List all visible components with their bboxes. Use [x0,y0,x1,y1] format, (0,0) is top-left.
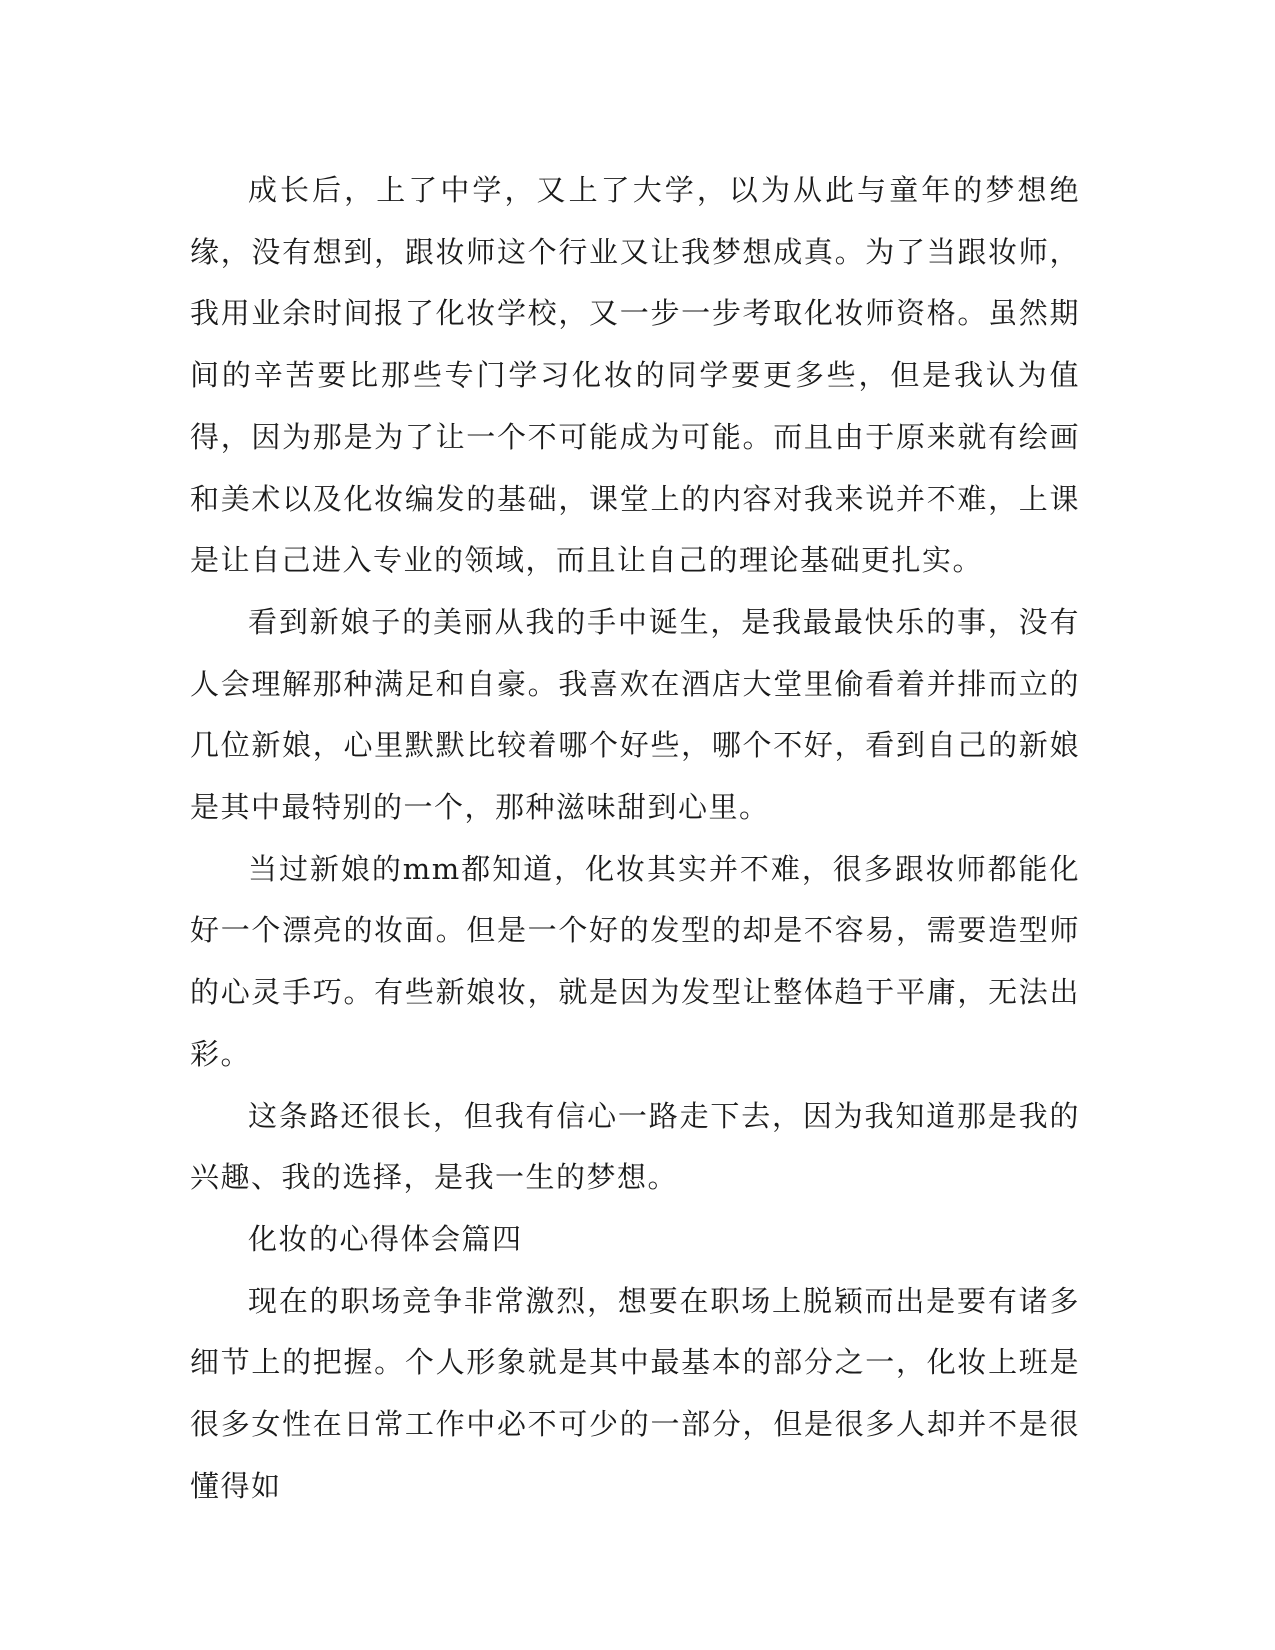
paragraph-2: 看到新娘子的美丽从我的手中诞生，是我最最快乐的事，没有人会理解那种满足和自豪。我喜欢在酒店大堂里偷看着并排而立的几位新娘，心里默默比较着哪个好些，哪个不好，看到自己的新娘是其中最特别的一个，那种滋味甜到心里。 [190,604,1080,825]
paragraph-4: 这条路还很长，但我有信心一路走下去，因为我知道那是我的兴趣、我的选择，是我一生的梦想。 [190,1098,1080,1195]
paragraph-5: 现在的职场竞争非常激烈，想要在职场上脱颖而出是要有诸多细节上的把握。个人形象就是其中最基本的部分之一，化妆上班是很多女性在日常工作中必不可少的一部分，但是很多人却并不是很懂得如 [190,1283,1080,1503]
paragraph-1: 成长后，上了中学，又上了大学，以为从此与童年的梦想绝缘，没有想到，跟妆师这个行业又让我梦想成真。为了当跟妆师，我用业余时间报了化妆学校，又一步一步考取化妆师资格。虽然期间的辛苦要比那些专门学习化妆的同学要更多些，但是我认为值得，因为那是为了让一个不可能成为可能。而且由于原来就有绘画和美术以及化妆编发的基础，课堂上的内容对我来说并不难，上课是让自己进入专业的领域，而且让自己的理论基础更扎实。 [190,173,1080,578]
section-heading: 化妆的心得体会篇四 [248,1221,523,1256]
document-body [190,160,1080,1517]
paragraph-3: 当过新娘的mm都知道，化妆其实并不难，很多跟妆师都能化好一个漂亮的妆面。但是一个好的发型的却是不容易，需要造型师的心灵手巧。有些新娘妆，就是因为发型让整体趋于平庸，无法出彩。 [190,851,1080,1071]
